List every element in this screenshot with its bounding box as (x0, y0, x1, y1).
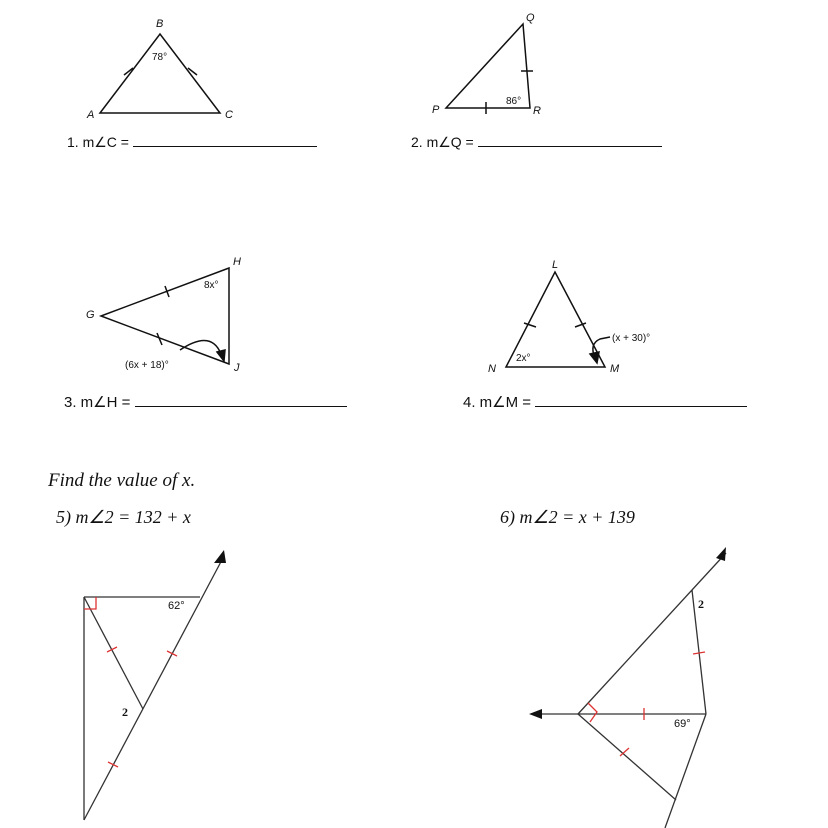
question-2 (411, 135, 662, 149)
answer-blank-1[interactable] (133, 146, 317, 147)
question-4 (463, 395, 747, 410)
angle-b-label: 78° (152, 52, 168, 63)
vertex-b: B (156, 18, 164, 30)
vertex-a: A (87, 109, 95, 121)
question-1 (67, 135, 317, 149)
section-heading: Find the value of x. (48, 470, 196, 491)
vertex-p: P (432, 104, 440, 116)
answer-blank-4[interactable] (535, 406, 747, 407)
vertex-c: C (225, 109, 233, 121)
question-3 (64, 395, 347, 410)
question-1-label: 1. m∠C = (67, 134, 129, 150)
angle-2-marker: 2 (122, 705, 128, 719)
vertex-h: H (233, 256, 241, 268)
vertex-r: R (533, 105, 541, 117)
angle-r-label: 86° (506, 96, 522, 107)
arrowhead-left-icon (529, 709, 542, 719)
arrowhead-icon (214, 550, 226, 563)
question-2-label: 2. m∠Q = (411, 134, 474, 150)
problem-5-label: 5) m∠2 = 132 + x (56, 507, 191, 527)
answer-blank-2[interactable] (478, 146, 662, 147)
angle-2-marker: 2 (698, 597, 704, 611)
angle-n-label: 2x° (516, 353, 531, 364)
vertex-l: L (552, 259, 559, 271)
angle-62-label: 62° (168, 600, 185, 612)
figure-problem-6 (529, 547, 726, 828)
angle-j-label: (6x + 18)° (125, 360, 169, 371)
figure-problem-5 (84, 550, 226, 820)
angle-m-label: (x + 30)° (612, 333, 651, 344)
arrowhead-icon (716, 547, 726, 561)
vertex-n: N (488, 363, 496, 375)
vertex-j: J (234, 362, 240, 374)
answer-blank-3[interactable] (135, 406, 347, 407)
question-4-label: 4. m∠M = (463, 394, 532, 411)
angle-69-label: 69° (674, 718, 691, 730)
triangle-abc (100, 34, 220, 113)
problem-6-label: 6) m∠2 = x + 139 (500, 507, 635, 527)
vertex-q: Q (526, 12, 535, 24)
question-3-label: 3. m∠H = (64, 394, 131, 411)
vertex-g: G (86, 309, 95, 321)
angle-h-label: 8x° (204, 280, 219, 291)
vertex-m: M (610, 363, 620, 375)
